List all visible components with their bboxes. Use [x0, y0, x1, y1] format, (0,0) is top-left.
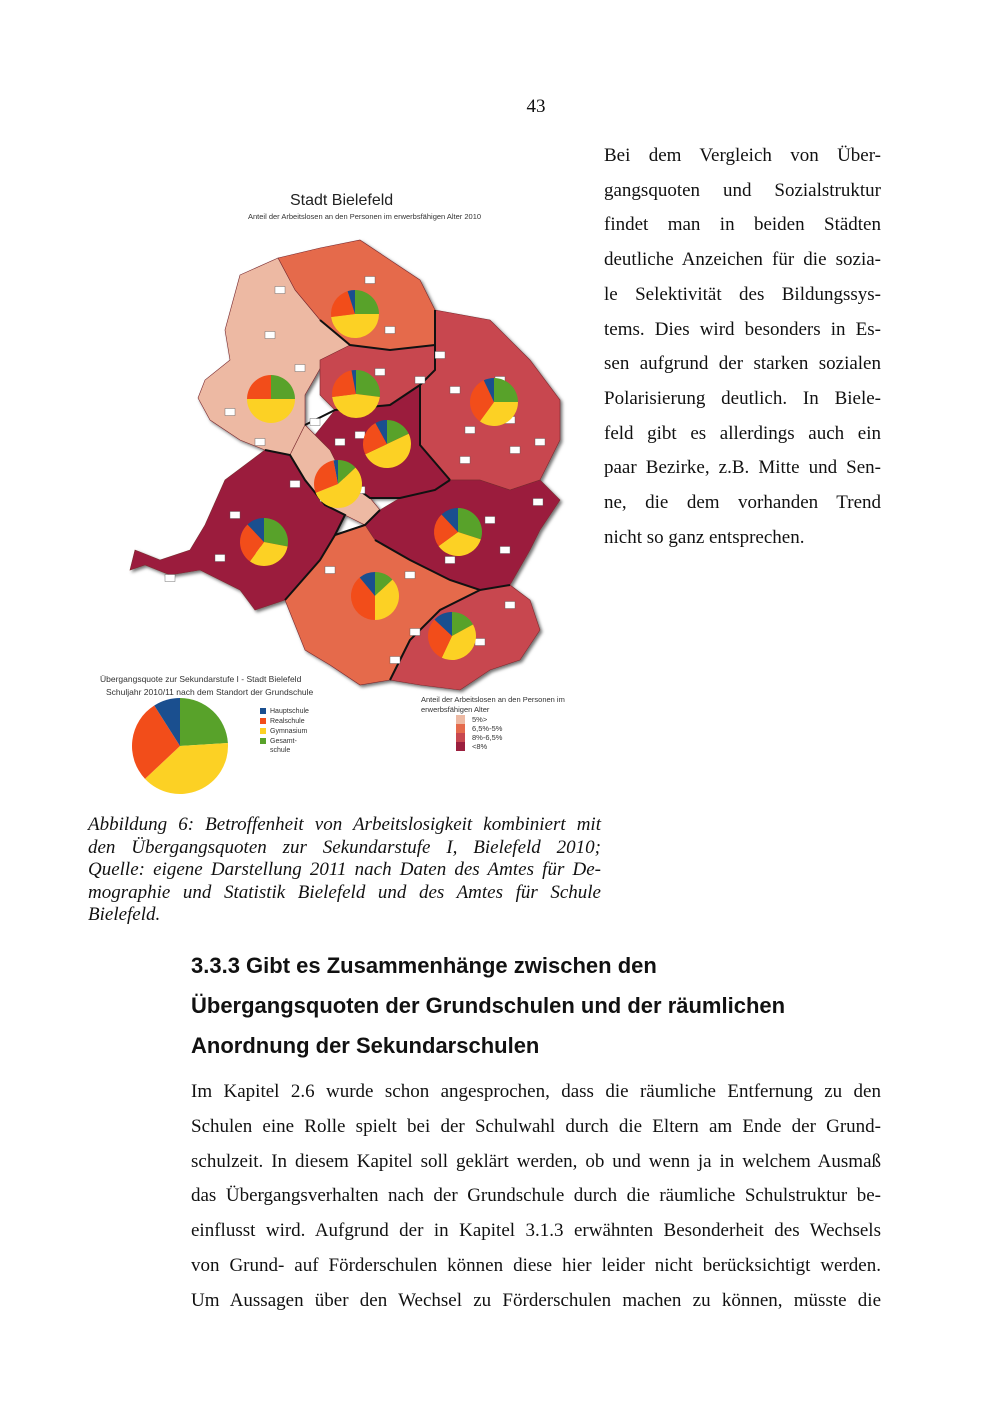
body-paragraph: [191, 1075, 881, 1319]
district-id-label: [500, 547, 510, 554]
legend-label: Hauptschule: [270, 708, 309, 715]
map-legend-item: [456, 715, 502, 724]
map-legend-item: [456, 724, 502, 733]
heading-line: Übergangsquoten der Grundschulen und der räumlichen: [191, 993, 786, 1018]
pie-gadderbaum: [332, 370, 380, 418]
district-id-label: [405, 572, 415, 579]
district-id-label: [275, 287, 285, 294]
district-id-label: [365, 277, 375, 284]
district-id-label: [290, 481, 300, 488]
district-id-label: [325, 567, 335, 574]
section-heading: [191, 946, 891, 1066]
legend-swatch: [456, 742, 465, 751]
district-id-label: [385, 327, 395, 334]
map-title: Stadt Bielefeld: [290, 192, 394, 209]
legend-swatch: [260, 738, 266, 744]
legend-label: 8%-6,5%: [472, 733, 503, 742]
body-line: von Grund- auf Förderschulen können diese hier leider nicht berücksichtigt werden.: [191, 1254, 881, 1276]
side-line: paar Bezirke, z.B. Mitte und Sen-: [604, 457, 881, 479]
legend-label: 6,5%-5%: [472, 724, 503, 733]
side-line: nicht so ganz entsprechen.: [604, 526, 805, 548]
legend-label: Gymnasium: [270, 728, 308, 735]
pie-jöllenbeck: [240, 518, 288, 566]
body-line: schulzeit. In diesem Kapitel soll geklärt werden, ob und wenn ja in welchem Ausmaß: [191, 1150, 881, 1172]
overall-pie: [132, 698, 228, 794]
pie-mitte: [363, 420, 411, 468]
map-legend-item: [456, 742, 502, 751]
side-line: tems. Dies wird besonders in Es-: [604, 318, 881, 340]
district-id-label: [435, 352, 445, 359]
pie-senne: [351, 572, 399, 620]
body-line: Schulen eine Rolle spielt bei der Schulwahl durch die Eltern am Ende der Grund-: [191, 1115, 881, 1137]
map-subtitle: Anteil der Arbeitslosen an den Personen im erwerbsfähigen Alter 2010: [248, 212, 482, 221]
legend-label: 5%>: [472, 715, 488, 724]
district-id-label: [255, 439, 265, 446]
legend-swatch: [260, 708, 266, 714]
caption-line: Quelle: eigene Darstellung 2011 nach Daten des Amtes für De-: [88, 859, 601, 881]
side-line: sen aufgrund der starken sozialen: [604, 353, 881, 375]
legend-swatch: [260, 718, 266, 724]
pie-legend-subtitle: Schuljahr 2010/11 nach dem Standort der Grundschule: [106, 687, 314, 697]
side-line: Polarisierung deutlich. In Biele-: [604, 387, 881, 409]
legend-item-gesamtschule: [260, 737, 316, 757]
caption-line: Abbildung 6: Betroffenheit von Arbeitslosigkeit kombiniert mit: [88, 814, 601, 835]
side-line: findet man in beiden Städten: [604, 214, 881, 236]
district-id-label: [390, 657, 400, 664]
legend-swatch: [456, 715, 465, 724]
caption-line: den Übergangsquoten zur Sekundarstufe I, Bielefeld 2010;: [88, 836, 601, 858]
pie-stieghorst: [434, 508, 482, 556]
district-id-label: [415, 377, 425, 384]
district-id-label: [165, 575, 175, 582]
side-line: Bei dem Vergleich von Über-: [604, 145, 881, 166]
legend-label: Realschule: [270, 718, 305, 725]
body-line: Um Aussagen über den Wechsel zu Förderschulen machen zu können, müsste die: [191, 1289, 881, 1311]
pie-legend-title: Übergangsquote zur Sekundarstufe I - Stadt Bielefeld: [100, 674, 302, 684]
legend-item-realschule: [260, 717, 316, 727]
side-paragraph: [604, 139, 881, 555]
figure-caption: [88, 814, 601, 927]
body-line: das Übergangsverhalten nach der Grundschule durch die räumliche Schulstruktur be-: [191, 1185, 881, 1207]
map-legend-item: [456, 733, 502, 742]
district-id-label: [225, 409, 235, 416]
pie-schildesche: [331, 290, 379, 338]
side-line: ne, die dem vorhanden Trend: [604, 492, 881, 514]
district-id-label: [295, 365, 305, 372]
legend-swatch: [456, 733, 465, 742]
pie-sennestadt: [428, 612, 476, 660]
side-line: le Selektivität des Bildungssys-: [604, 283, 881, 305]
pie-brackwede: [314, 460, 362, 508]
legend-item-gymnasium: [260, 727, 316, 737]
district-id-label: [310, 419, 320, 426]
legend-swatch: [260, 728, 266, 734]
district-id-label: [465, 427, 475, 434]
map-legend: [456, 715, 502, 751]
page-number: 43: [526, 96, 546, 117]
side-line: gangsquoten und Sozialstruktur: [604, 179, 881, 201]
pie-dornberg: [247, 375, 295, 423]
district-id-label: [460, 457, 470, 464]
legend-swatch: [456, 724, 465, 733]
district-id-label: [355, 432, 365, 439]
heading-line: 3.3.3 Gibt es Zusammenhänge zwischen den: [191, 953, 657, 978]
district-id-label: [510, 447, 520, 454]
body-line: einflusst wird. Aufgrund der in Kapitel 3.1.3 erwähnten Besonderheit des Wechsels: [191, 1220, 881, 1242]
legend-item-hauptschule: [260, 707, 316, 717]
district-id-label: [533, 499, 543, 506]
figure-map: [90, 180, 590, 800]
caption-line: Bielefeld.: [88, 904, 161, 926]
heading-line: Anordnung der Sekundarschulen: [191, 1033, 540, 1058]
district-id-label: [410, 629, 420, 636]
pie-heepen: [470, 378, 518, 426]
legend-label: <8%: [472, 742, 488, 751]
overall-pie-slice-gesamtschule: [180, 698, 228, 746]
district-id-label: [375, 369, 385, 376]
caption-line: mographie und Statistik Bielefeld und des Amtes für Schule: [88, 881, 601, 903]
district-id-label: [535, 439, 545, 446]
district-id-label: [335, 439, 345, 446]
side-line: feld gibt es allerdings auch ein: [604, 422, 881, 444]
district-id-label: [230, 512, 240, 519]
district-id-label: [445, 557, 455, 564]
district-id-label: [505, 602, 515, 609]
district-id-label: [475, 639, 485, 646]
pie-legend: [260, 707, 316, 757]
side-line: deutliche Anzeichen für die sozia-: [604, 249, 881, 271]
body-line: Im Kapitel 2.6 wurde schon angesprochen, dass die räumliche Entfernung zu den: [191, 1081, 881, 1102]
district-id-label: [450, 387, 460, 394]
district-id-label: [485, 517, 495, 524]
district-id-label: [265, 332, 275, 339]
legend-label: Gesamt-schule: [270, 738, 297, 754]
district-id-label: [215, 555, 225, 562]
map-legend-title: Anteil der Arbeitslosen an den Personen im erwerbsfähigen Alter: [421, 695, 565, 714]
